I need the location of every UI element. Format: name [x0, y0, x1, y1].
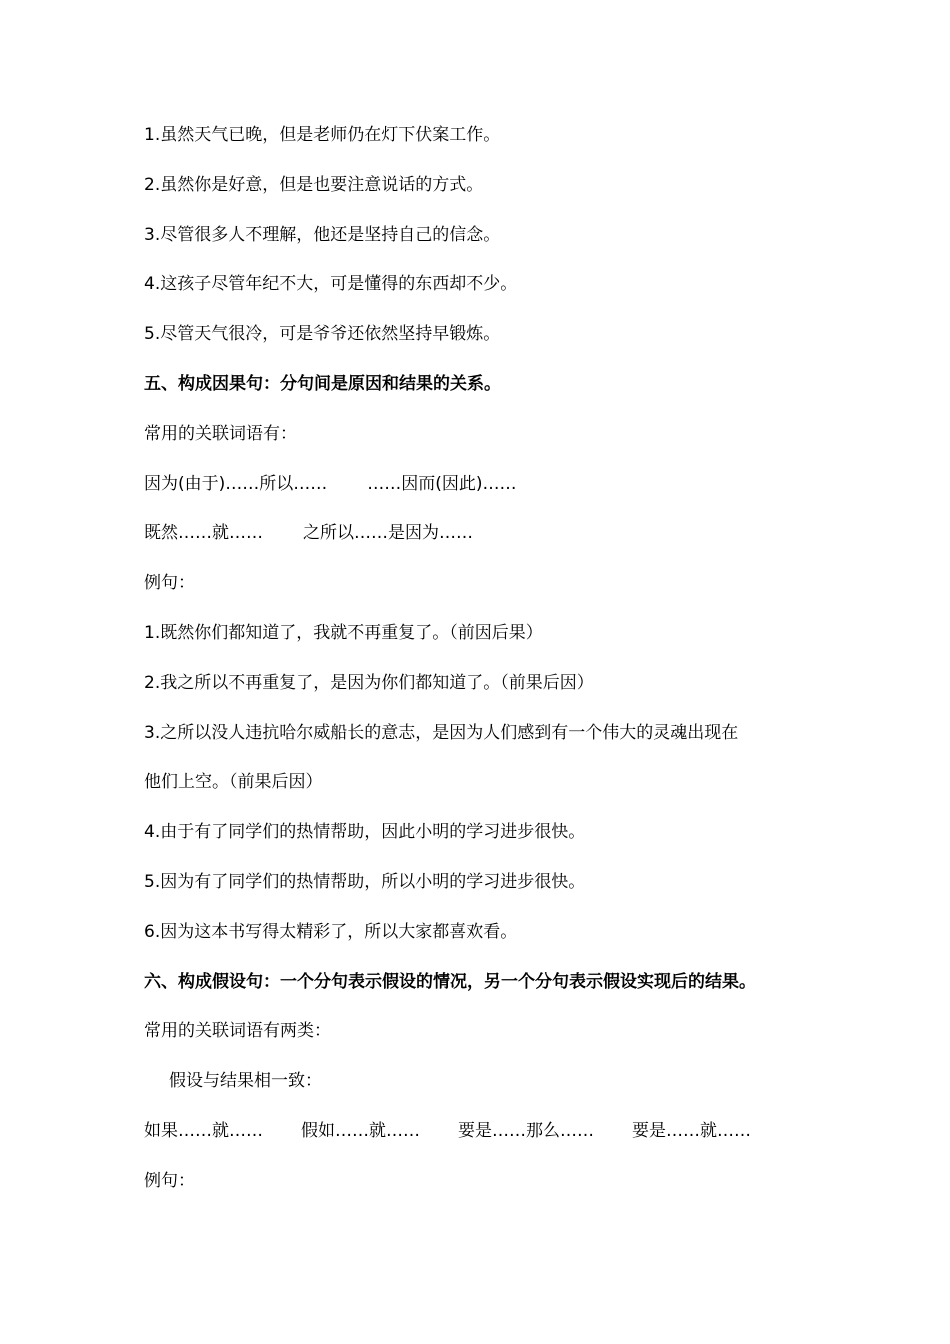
- example-sentence: 3.尽管很多人不理解，他还是坚持自己的信念。: [144, 224, 501, 245]
- conjunction-pair: ……因而(因此)……: [367, 473, 517, 494]
- conjunction-pair: 因为(由于)……所以……: [144, 473, 328, 494]
- example-sentence: 4.由于有了同学们的热情帮助，因此小明的学习进步很快。: [144, 822, 586, 843]
- conjunction-category: 假设与结果相一致：: [169, 1071, 322, 1092]
- conjunction-intro: 常用的关联词语有两类：: [144, 1021, 331, 1042]
- conjunction-pair: 如果……就……: [144, 1120, 263, 1141]
- conjunction-pair: 既然……就……: [144, 523, 263, 544]
- example-sentence: 5.因为有了同学们的热情帮助，所以小明的学习进步很快。: [144, 871, 586, 892]
- conjunction-pair: 假如……就……: [301, 1120, 420, 1141]
- examples-label: 例句：: [144, 1170, 195, 1191]
- conjunction-intro: 常用的关联词语有：: [144, 423, 297, 444]
- example-sentence: 6.因为这本书写得太精彩了，所以大家都喜欢看。: [144, 921, 518, 942]
- example-sentence: 2.我之所以不再重复了，是因为你们都知道了。（前果后因）: [144, 672, 594, 693]
- conjunction-row: [144, 460, 824, 510]
- section-heading-six: 六、构成假设句：一个分句表示假设的情况，另一个分句表示假设实现后的结果。: [144, 971, 756, 992]
- example-sentence: 4.这孩子尽管年纪不大，可是懂得的东西却不少。: [144, 274, 518, 295]
- example-sentence: 1.虽然天气已晚，但是老师仍在灯下伏案工作。: [144, 125, 501, 145]
- example-sentence: 3.之所以没人违抗哈尔威船长的意志，是因为人们感到有一个伟大的灵魂出现在: [144, 722, 739, 743]
- document-page: [144, 111, 824, 1207]
- example-sentence-continued: 他们上空。（前果后因）: [144, 772, 323, 793]
- conjunction-pair: 之所以……是因为……: [303, 523, 473, 544]
- examples-label: 例句：: [144, 573, 195, 594]
- conjunction-pair: 要是……就……: [632, 1120, 751, 1141]
- example-sentence: 5.尽管天气很冷，可是爷爷还依然坚持早锻炼。: [144, 324, 501, 345]
- conjunction-pair: 要是……那么……: [458, 1120, 594, 1141]
- example-sentence: 1.既然你们都知道了，我就不再重复了。（前因后果）: [144, 622, 543, 643]
- section-heading-five: 五、构成因果句：分句间是原因和结果的关系。: [144, 373, 501, 394]
- conjunction-row: [144, 509, 824, 559]
- example-sentence: 2.虽然你是好意，但是也要注意说话的方式。: [144, 174, 484, 195]
- conjunction-row: [144, 1107, 824, 1157]
